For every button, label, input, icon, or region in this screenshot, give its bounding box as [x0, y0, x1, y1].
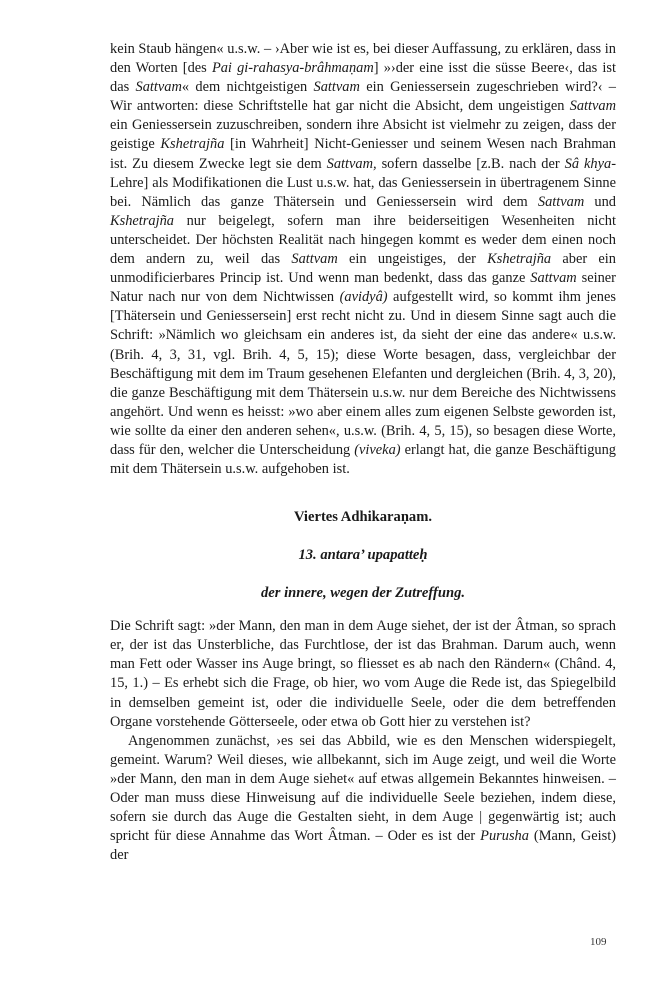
italic-term: Kshetrajña [110, 212, 174, 229]
page-number: 109 [590, 936, 607, 948]
italic-term: Sattvam [135, 79, 182, 96]
paragraph-2: Die Schrift sagt: »der Mann, den man in dem Auge siehet, der ist der Âtman, so sprach er, der ist das Unsterbliche, das Furchtlose, der ist das Brahman. Darum auch, wenn man Fett oder Wasser ins Auge bringt, so fliesset es ab nach den Rändern« (Chând. 4, 15, 1.) – Es erhebt sich die Frage, ob hier, wo vom Auge die Rede ist, das Spiegelbild in demselben gemeint ist, oder die individuelle Seele, oder die dem betreffenden Organe vorstehende Götterseele, oder etwa ob Gott hier zu verstehen ist? [110, 618, 616, 730]
italic-term: Sattvam, [326, 155, 377, 172]
italic-term: Kshetrajña [487, 251, 552, 268]
document-page [110, 40, 616, 865]
section-title: Viertes Adhikaraṇam. [293, 509, 433, 526]
italic-term: Sattvam [530, 270, 577, 287]
paragraph-1: kein Staub hängen« u.s.w. – ›Aber wie ist es, bei dieser Auffassung, zu erklären, dass in den Worten [des Pai gi-rahasya-brâhmaṇam] »›der eine isst die süsse Beere‹, das ist das Sattvam« dem nichtgeistigen Sattvam ein Geniessersein zugeschrieben wird?‹ – Wir antworten: diese Schriftstelle hat gar nicht die Absicht, dem ungeistigen Sattvam ein Geniessersein zuzuschreiben, sondern ihre Absicht ist vielmehr zu zeigen, dass der geistige Kshetrajña [in Wahrheit] Nicht-Geniesser und seinem Wesen nach Brahman ist. Zu diesem Zwecke legt sie dem Sattvam, sofern dasselbe [z.B. nach der Sâ khya-Lehre] als Modifikationen die Lust u.s.w. hat, das Geniessersein in übertragenem Sinne bei. Nämlich das ganze Thätersein und Geniessersein wird dem Sattvam und Kshetrajña nur beigelegt, sofern man ihre beiderseitigen Wesenheiten nicht unterscheidet. Der höchsten Realität nach hingegen kommt es weder dem einen noch dem andern zu, weil das Sattvam ein ungeistiges, der Kshetrajña aber ein unmodificierbares Princip ist. Und wenn man bedenkt, dass das ganze Sattvam seiner Natur nach nur von dem Nichtwissen (avidyâ) aufgestellt wird, so kommt ihm jenes [Thätersein und Geniessersein] erst recht nicht zu. Und in diesem Sinne sagt auch die Schrift: »Nämlich wo gleichsam ein anderes ist, da sieht der eine das andere« u.s.w. (Brih. 4, 3, 31, vgl. Brih. 4, 5, 15); diese Worte besagen, dass, vergleichbar der Beschäftigung mit dem im Traum gesehenen Elefanten und dergleichen (Brih. 4, 3, 20), die ganze Beschäftigung mit dem Thätersein u.s.w. nur dem Bereiche des Nichtwissens angehört. Und wenn es heisst: »wo aber einem alles zum eigenen Selbste geworden ist, wie sollte da einer den anderen sehen«, u.s.w. (Brih. 4, 5, 15), so besagen diese Worte, dass für den, welcher die Unterscheidung (viveka) erlangt hat, die ganze Beschäftigung mit dem Thätersein u.s.w. aufgehoben ist. [110, 41, 617, 478]
italic-term: Sâ khya [564, 155, 612, 172]
italic-term: Sattvam [313, 79, 360, 96]
italic-term: (avidyâ) [339, 289, 388, 306]
sutra-translation: der innere, wegen der Zutreffung. [260, 585, 466, 602]
italic-term: Sattvam [537, 193, 585, 210]
italic-term: Sattvam [291, 251, 338, 268]
italic-term: Purusha [480, 828, 529, 845]
sutra-title: 13. antara’ upapatteḥ [298, 547, 428, 564]
italic-term: Pai gi-rahasya-brâhmaṇam [211, 60, 374, 77]
italic-term: Sattvam [569, 98, 616, 115]
italic-term: (viveka) [354, 441, 401, 458]
italic-term: Kshetrajña [160, 136, 225, 153]
paragraph-3: Angenommen zunächst, ›es sei das Abbild, wie es den Menschen widerspiegelt, gemeint. Warum? Weil dieses, wie allbekannt, sich im Auge zeigt, und weil die Worte »der Mann, den man in dem Auge siehet« auf etwas allgemein Bekanntes hinweisen. – Oder man muss diese Hinweisung auf die individuelle Seele beziehen, indem diese, sofern sie durch das Auge die Gestalten sieht, in dem Auge | gegenwärtig ist; auch spricht für diese Annahme das Wort Âtman. – Oder es ist der Purusha (Mann, Geist) der [110, 732, 616, 864]
